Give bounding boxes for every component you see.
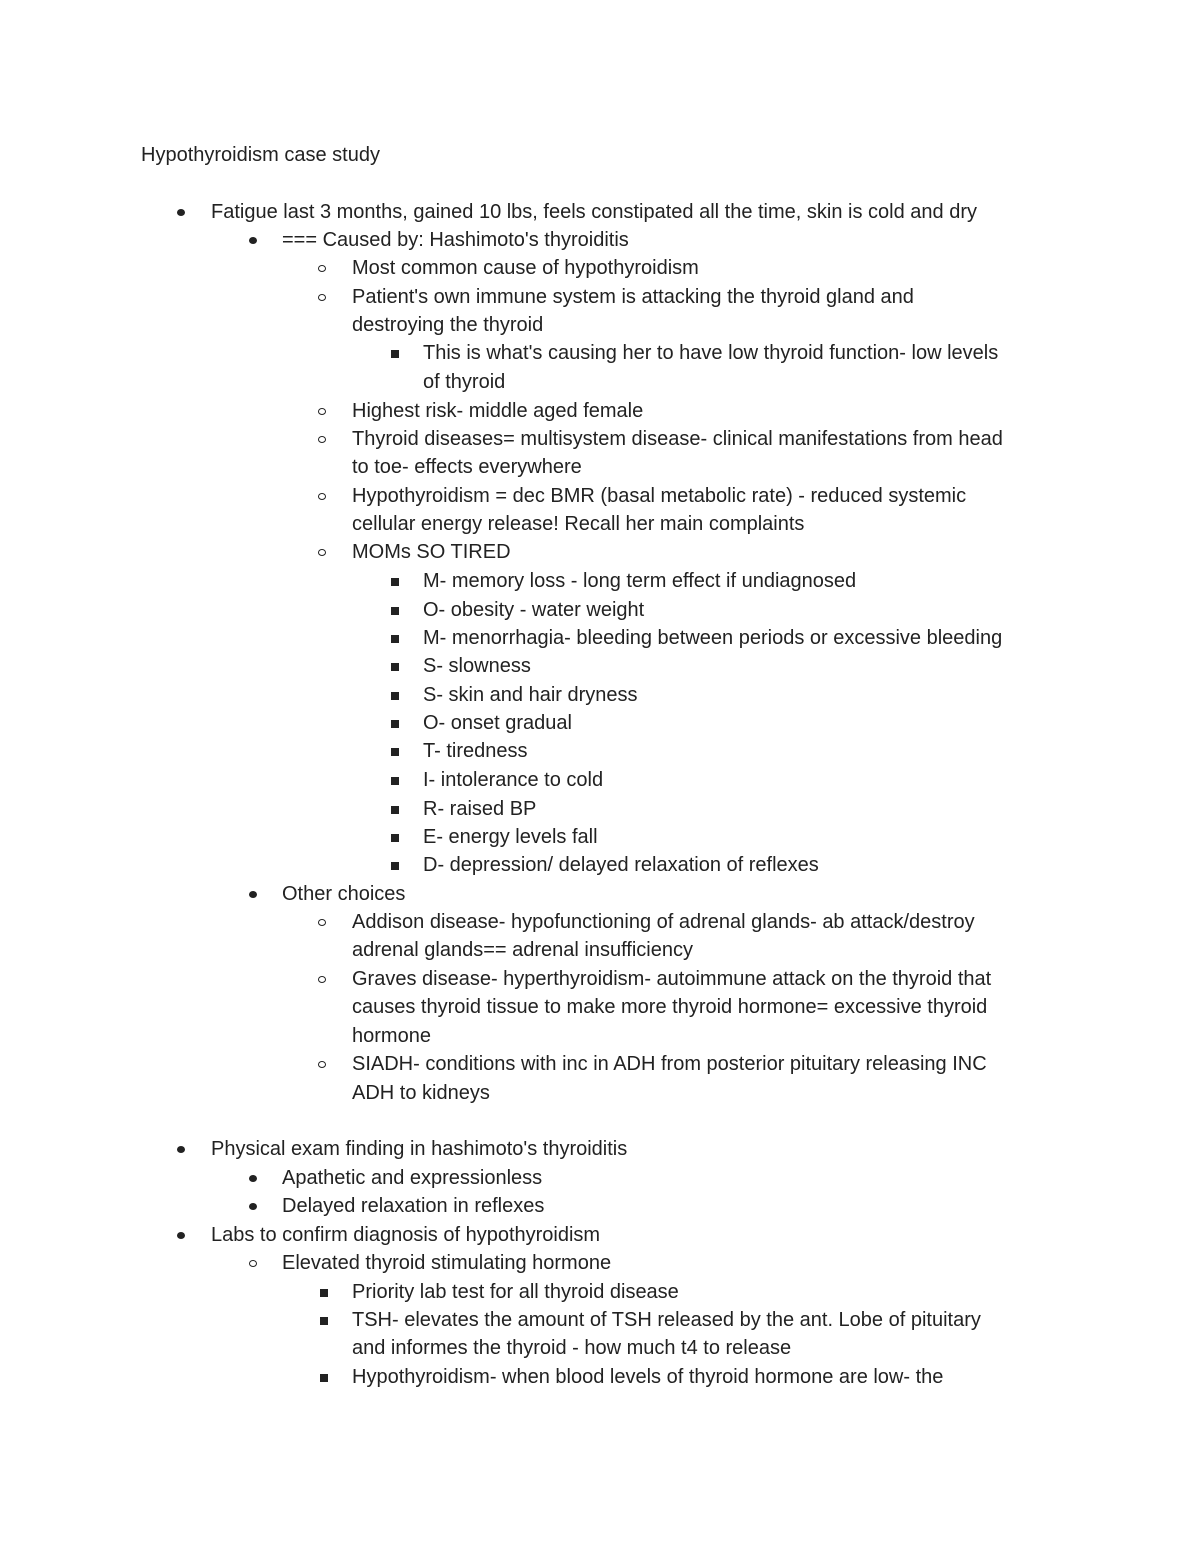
bullet-disc-icon bbox=[177, 209, 185, 216]
list-item-text: Patient's own immune system is attacking the thyroid gland and bbox=[352, 286, 914, 308]
bullet-square-icon bbox=[391, 607, 399, 615]
list-item-text: causes thyroid tissue to make more thyroid hormone= excessive thyroid bbox=[352, 996, 988, 1018]
list-item-text: M- menorrhagia- bleeding between periods or excessive bleeding bbox=[423, 627, 1003, 649]
list-item-text: Apathetic and expressionless bbox=[282, 1167, 543, 1189]
list-item-text: R- raised BP bbox=[423, 798, 537, 820]
list-item-text: M- memory loss - long term effect if undiagnosed bbox=[423, 570, 857, 592]
list-item-text: Addison disease- hypofunctioning of adrenal glands- ab attack/destroy bbox=[352, 911, 975, 933]
list-item-text: Thyroid diseases= multisystem disease- clinical manifestations from head bbox=[352, 428, 1003, 450]
list-item-text: Elevated thyroid stimulating hormone bbox=[282, 1252, 612, 1274]
list-item-text: ADH to kidneys bbox=[352, 1082, 490, 1104]
list-item-text: S- slowness bbox=[423, 655, 531, 677]
list-item-text: Labs to confirm diagnosis of hypothyroidism bbox=[211, 1224, 601, 1246]
bullet-circle-icon bbox=[318, 976, 326, 983]
document-title: Hypothyroidism case study bbox=[141, 144, 380, 166]
list-item-text: O- onset gradual bbox=[423, 712, 572, 734]
list-item-text: I- intolerance to cold bbox=[423, 769, 604, 791]
list-item-text: Delayed relaxation in reflexes bbox=[282, 1195, 545, 1217]
bullet-square-icon bbox=[391, 806, 399, 814]
bullet-circle-icon bbox=[318, 549, 326, 556]
bullet-square-icon bbox=[391, 862, 399, 870]
list-item-text: to toe- effects everywhere bbox=[352, 456, 582, 478]
bullet-circle-icon bbox=[318, 436, 326, 443]
bullet-square-icon bbox=[391, 777, 399, 785]
bullet-circle-icon bbox=[318, 1061, 326, 1068]
list-item-text: adrenal glands== adrenal insufficiency bbox=[352, 939, 693, 961]
list-item-text: destroying the thyroid bbox=[352, 314, 544, 336]
bullet-square-icon bbox=[391, 578, 399, 586]
list-item-text: O- obesity - water weight bbox=[423, 599, 645, 621]
list-item-text: hormone bbox=[352, 1025, 431, 1047]
bullet-disc-icon bbox=[177, 1146, 185, 1153]
list-item-text: Hypothyroidism = dec BMR (basal metabolic rate) - reduced systemic bbox=[352, 485, 967, 507]
bullet-square-icon bbox=[391, 663, 399, 671]
bullet-disc-icon bbox=[249, 1203, 257, 1210]
list-item-text: Fatigue last 3 months, gained 10 lbs, feels constipated all the time, skin is cold and dry bbox=[211, 201, 977, 223]
bullet-square-icon bbox=[320, 1374, 328, 1382]
bullet-disc-icon bbox=[249, 237, 257, 244]
list-item-text: E- energy levels fall bbox=[423, 826, 598, 848]
bullet-square-icon bbox=[391, 720, 399, 728]
bullet-circle-icon bbox=[318, 294, 326, 301]
list-item-text: MOMs SO TIRED bbox=[352, 541, 511, 563]
list-item-text: of thyroid bbox=[423, 371, 506, 393]
bullet-square-icon bbox=[320, 1317, 328, 1325]
bullet-square-icon bbox=[391, 692, 399, 700]
list-item-text: This is what's causing her to have low thyroid function- low levels bbox=[423, 342, 999, 364]
bullet-disc-icon bbox=[249, 891, 257, 898]
list-item-text: T- tiredness bbox=[423, 740, 528, 762]
bullet-square-icon bbox=[391, 748, 399, 756]
bullet-circle-icon bbox=[318, 408, 326, 415]
list-item-text: and informes the thyroid - how much t4 to release bbox=[352, 1337, 792, 1359]
list-item-text: Graves disease- hyperthyroidism- autoimmune attack on the thyroid that bbox=[352, 968, 992, 990]
list-item-text: Other choices bbox=[282, 883, 406, 905]
list-item-text: Most common cause of hypothyroidism bbox=[352, 257, 699, 279]
list-item-text: TSH- elevates the amount of TSH released by the ant. Lobe of pituitary bbox=[352, 1309, 981, 1331]
bullet-circle-icon bbox=[318, 493, 326, 500]
list-item-text: S- skin and hair dryness bbox=[423, 684, 638, 706]
list-item-text: Physical exam finding in hashimoto's thyroiditis bbox=[211, 1138, 628, 1160]
bullet-square-icon bbox=[391, 635, 399, 643]
bullet-circle-icon bbox=[249, 1260, 257, 1267]
list-item-text: Highest risk- middle aged female bbox=[352, 400, 644, 422]
list-item-text: D- depression/ delayed relaxation of reflexes bbox=[423, 854, 819, 876]
bullet-square-icon bbox=[391, 834, 399, 842]
list-item-text: cellular energy release! Recall her main complaints bbox=[352, 513, 805, 535]
list-item-text: SIADH- conditions with inc in ADH from posterior pituitary releasing INC bbox=[352, 1053, 987, 1075]
bullet-circle-icon bbox=[318, 919, 326, 926]
bullet-square-icon bbox=[391, 350, 399, 358]
bullet-square-icon bbox=[320, 1289, 328, 1297]
list-item-text: === Caused by: Hashimoto's thyroiditis bbox=[282, 229, 629, 251]
bullet-circle-icon bbox=[318, 265, 326, 272]
bullet-disc-icon bbox=[177, 1232, 185, 1239]
list-item-text: Priority lab test for all thyroid disease bbox=[352, 1281, 679, 1303]
list-item-text: Hypothyroidism- when blood levels of thyroid hormone are low- the bbox=[352, 1366, 944, 1388]
bullet-disc-icon bbox=[249, 1175, 257, 1182]
